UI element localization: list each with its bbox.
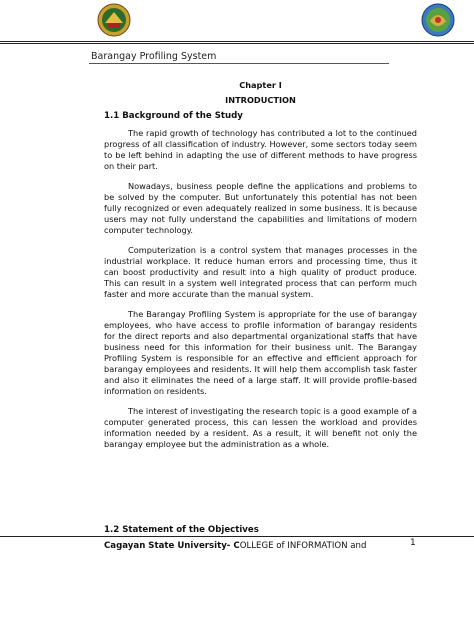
page-number: 1 <box>410 538 416 548</box>
header-underline <box>89 63 389 64</box>
footer-institution <box>104 541 366 551</box>
header-divider-line <box>0 43 474 44</box>
chapter-title: Chapter I <box>239 80 282 90</box>
paragraph: Computerization is a control system that manages processes in the industrial workplace. It reduce human errors and processing time, thus it can boost productivity and result into a high quality of product produce. This can result in a system well integrated process that can perform much faster and more accurate than the manual system. <box>104 245 417 299</box>
document-body <box>104 80 417 450</box>
footer-college-name: OLLEGE of INFORMATION and <box>239 541 367 551</box>
paragraph: The rapid growth of technology has contributed a lot to the continued progress of all classification of industry. However, some sectors today seem to be left behind in adapting the use of different methods to have progress on their part. <box>104 128 417 171</box>
college-seal-icon <box>421 3 455 37</box>
paragraph: The Barangay Profiling System is appropriate for the use of barangay employees, who have access to profile information of barangay residents for the direct reports and also departmental organizational staffs that have business need for this information for their business unit. The Barangay Profiling System is responsible for an effective and efficient approach for barangay employees and residents. It will help them accomplish task faster and also it eliminates the need of a large staff. It will provide profile-based information on residents. <box>104 309 417 396</box>
header-title: Barangay Profiling System <box>91 51 217 62</box>
section-heading-objectives: 1.2 Statement of the Objectives <box>104 525 259 535</box>
footer-divider-line <box>0 536 474 537</box>
footer-college-initial: C <box>230 541 240 551</box>
section-heading-background: 1.1 Background of the Study <box>104 111 243 121</box>
introduction-heading: INTRODUCTION <box>225 95 296 105</box>
paragraph: The interest of investigating the research topic is a good example of a computer generated process, this can lessen the workload and provides information needed by a resident. As a result, it will benefit not only the barangay employee but the administration as a whole. <box>104 406 417 449</box>
university-seal-icon <box>97 3 131 37</box>
paragraph: Nowadays, business people define the applications and problems to be solved by the computer. But unfortunately this potential has not been fully recognized or even adequately realized in some business. It is because users may not fully understand the capabilities and limitations of modern computer technology. <box>104 181 417 235</box>
top-border-line <box>0 41 474 42</box>
footer-university: Cagayan State University- <box>104 541 231 551</box>
